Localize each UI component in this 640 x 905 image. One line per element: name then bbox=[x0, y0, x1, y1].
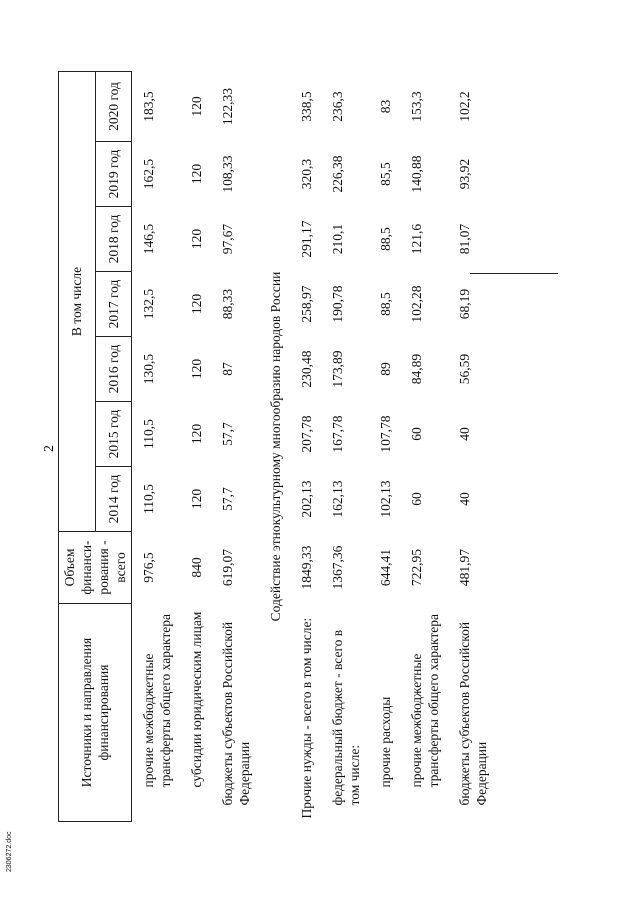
cell-year-value: 102,13 bbox=[378, 480, 393, 518]
cell-year-value: 173,89 bbox=[330, 350, 345, 388]
cell-year-value: 81,07 bbox=[457, 223, 472, 255]
cell-year-value: 162,13 bbox=[330, 480, 345, 518]
table-row bbox=[180, 71, 211, 821]
row-label: Прочие нужды - всего в том числе: bbox=[299, 617, 314, 819]
cell-total: 1849,33 bbox=[299, 545, 314, 590]
cell-year-value: 120 bbox=[189, 293, 204, 315]
row-label: бюджеты субъектов Российской Федерации bbox=[457, 621, 489, 806]
page-number: 2 bbox=[42, 445, 57, 452]
cell-year-value: 107,78 bbox=[378, 415, 393, 453]
cell-year-value: 130,5 bbox=[141, 353, 156, 385]
cell-year-value: 110,5 bbox=[141, 419, 156, 449]
cell-year-value: 57,7 bbox=[220, 487, 235, 511]
header-year: 2016 год bbox=[95, 337, 132, 402]
row-label: прочие межбюджетные трансферты общего характера bbox=[141, 614, 173, 788]
cell-year-value: 291,17 bbox=[299, 220, 314, 258]
cell-year-value: 162,5 bbox=[141, 158, 156, 190]
cell-year-value: 40 bbox=[457, 492, 472, 506]
section-separator-row bbox=[259, 71, 290, 821]
row-label: федеральный бюджет - всего в том числе: bbox=[330, 629, 362, 806]
cell-year-value: 140,88 bbox=[409, 155, 424, 193]
cell-year-value: 60 bbox=[409, 492, 424, 506]
header-year: 2014 год bbox=[95, 467, 132, 532]
financing-table bbox=[58, 71, 496, 822]
header-total: Объем финанси-рования - всего bbox=[59, 532, 132, 604]
row-label: прочие расходы bbox=[378, 696, 393, 788]
cell-year-value: 110,5 bbox=[141, 484, 156, 514]
cell-year-value: 258,97 bbox=[299, 285, 314, 323]
cell-year-value: 153,3 bbox=[409, 91, 424, 122]
cell-year-value: 338,5 bbox=[299, 91, 314, 122]
cell-year-value: 167,78 bbox=[330, 415, 345, 453]
cell-year-value: 83 bbox=[378, 99, 393, 114]
cell-year-value: 88,33 bbox=[220, 288, 235, 320]
cell-year-value: 89 bbox=[378, 362, 393, 376]
cell-year-value: 120 bbox=[189, 228, 204, 250]
cell-year-value: 190,78 bbox=[330, 285, 345, 323]
row-label: субсидии юридическим лицам bbox=[189, 611, 204, 788]
cell-year-value: 120 bbox=[189, 163, 204, 185]
cell-year-value: 88,5 bbox=[378, 227, 393, 251]
header-year: 2017 год bbox=[95, 272, 132, 337]
cell-year-value: 236,3 bbox=[330, 91, 345, 122]
header-year: 2020 год bbox=[95, 71, 132, 141]
cell-year-value: 56,59 bbox=[457, 353, 472, 385]
header-year: 2019 год bbox=[95, 142, 132, 207]
cell-year-value: 68,19 bbox=[457, 288, 472, 320]
cell-total: 644,41 bbox=[378, 548, 393, 587]
row-label: бюджеты субъектов Российской Федерации bbox=[220, 621, 252, 806]
cell-year-value: 122,33 bbox=[220, 87, 235, 126]
cell-year-value: 320,3 bbox=[299, 158, 314, 190]
document-id: 2306272.doc bbox=[6, 831, 13, 872]
footnote-rule bbox=[470, 273, 558, 274]
cell-year-value: 120 bbox=[189, 358, 204, 380]
cell-year-value: 84,89 bbox=[409, 353, 424, 385]
cell-year-value: 40 bbox=[457, 427, 472, 441]
cell-total: 481,97 bbox=[457, 548, 472, 587]
cell-year-value: 120 bbox=[189, 488, 204, 510]
cell-year-value: 108,33 bbox=[220, 155, 235, 193]
cell-year-value: 102,28 bbox=[409, 285, 424, 323]
table-row bbox=[369, 71, 400, 821]
cell-total: 722,95 bbox=[409, 548, 424, 587]
table-row bbox=[132, 71, 181, 821]
table-row bbox=[400, 71, 448, 821]
cell-year-value: 230,48 bbox=[299, 350, 314, 388]
cell-year-value: 87 bbox=[220, 362, 235, 376]
cell-year-value: 120 bbox=[189, 96, 204, 117]
cell-year-value: 57,7 bbox=[220, 422, 235, 446]
table-row bbox=[321, 71, 369, 821]
header-group: В том числе bbox=[59, 71, 96, 531]
cell-year-value: 97,67 bbox=[220, 223, 235, 255]
cell-year-value: 102,2 bbox=[457, 91, 472, 122]
cell-year-value: 207,78 bbox=[299, 415, 314, 453]
cell-year-value: 226,38 bbox=[330, 155, 345, 193]
rotated-table-container bbox=[58, 72, 548, 822]
cell-total: 1367,36 bbox=[330, 545, 345, 590]
table-row bbox=[290, 71, 321, 821]
cell-year-value: 93,92 bbox=[457, 158, 472, 190]
cell-total: 976,5 bbox=[141, 552, 156, 583]
section-title: Содействие этнокультурному многообразию народов России bbox=[268, 271, 283, 622]
cell-year-value: 210,1 bbox=[330, 223, 345, 255]
header-year: 2015 год bbox=[95, 402, 132, 467]
table-row bbox=[211, 71, 259, 821]
cell-total: 619,07 bbox=[220, 548, 235, 587]
cell-year-value: 132,5 bbox=[141, 288, 156, 320]
table-body bbox=[132, 71, 497, 821]
cell-year-value: 121,6 bbox=[409, 223, 424, 255]
cell-total: 840 bbox=[189, 557, 204, 578]
row-label: прочие межбюджетные трансферты общего характера bbox=[409, 614, 441, 788]
cell-year-value: 202,13 bbox=[299, 480, 314, 518]
header-source: Источники и направления финансирования bbox=[59, 604, 132, 822]
cell-year-value: 88,5 bbox=[378, 292, 393, 316]
table-row bbox=[448, 71, 496, 821]
cell-year-value: 146,5 bbox=[141, 223, 156, 255]
cell-year-value: 120 bbox=[189, 423, 204, 445]
header-year: 2018 год bbox=[95, 207, 132, 272]
cell-year-value: 60 bbox=[409, 427, 424, 441]
cell-year-value: 85,5 bbox=[378, 162, 393, 186]
cell-year-value: 183,5 bbox=[141, 91, 156, 122]
